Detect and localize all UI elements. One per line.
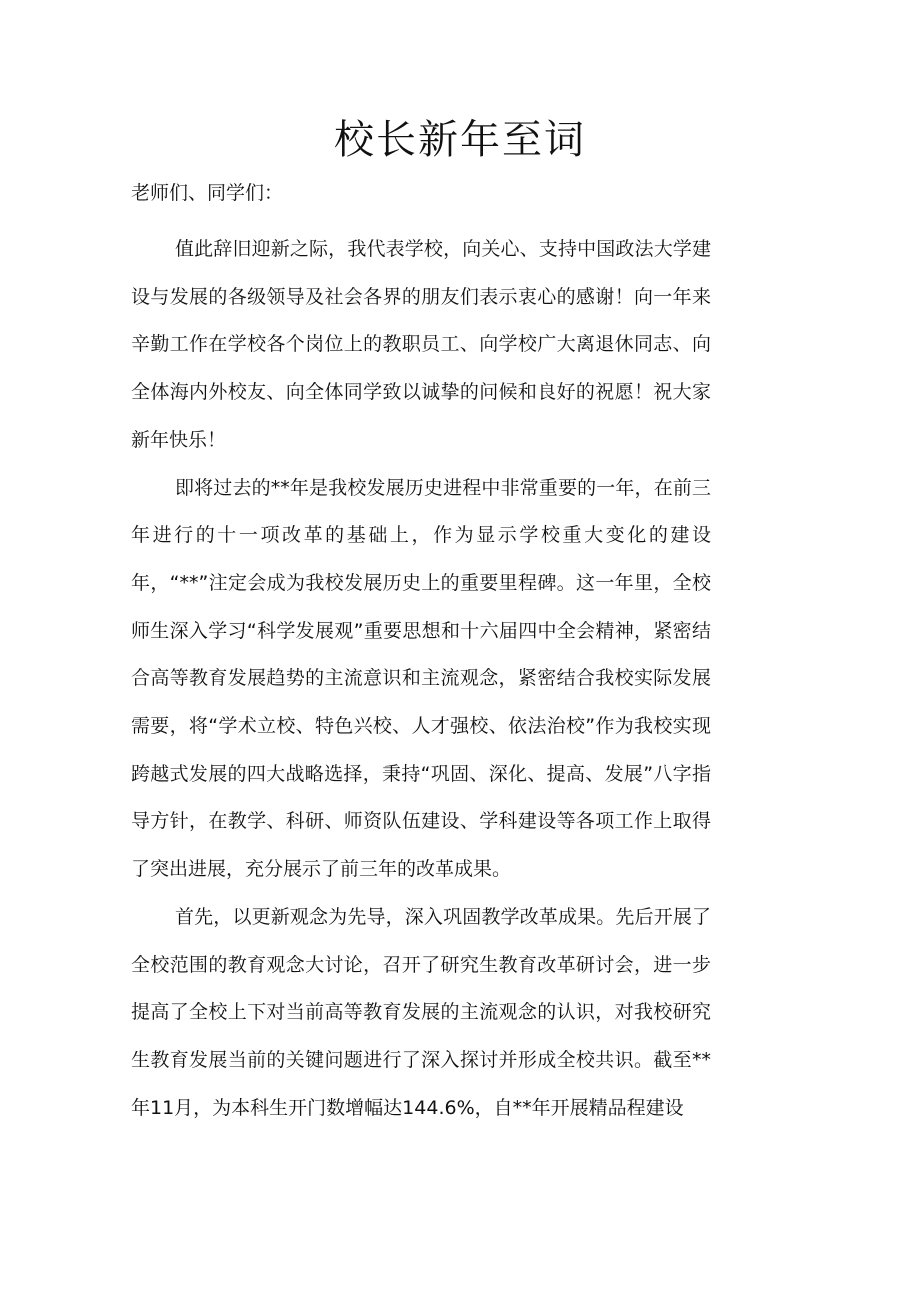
greeting-line: 老师们、同学们： <box>131 182 284 204</box>
paragraph-3: 首先，以更新观念为先导，深入巩固教学改革成果。先后开展了全校范围的教育观念大讨论，召开了研究生教育改革研讨会，进一步提高了全校上下对当前高等教育发展的主流观念的认识，对我校研究生教育发展当前的关键问题进行了深入探讨并形成全校共识。截至**年11月，为本科生开门数增幅达144.6%，自**年开展精品程建设 <box>131 905 711 1119</box>
paragraph-1: 值此辞旧迎新之际，我代表学校，向关心、支持中国政法大学建设与发展的各级领导及社会各界的朋友们表示衷心的感谢！向一年来辛勤工作在学校各个岗位上的教职员工、向学校广大离退休同志、向全体海内外校友、向全体同学致以诚挚的问候和良好的祝愿！祝大家新年快乐！ <box>131 238 711 451</box>
paragraph-2: 即将过去的**年是我校发展历史进程中非常重要的一年，在前三年进行的十一项改革的基础上，作为显示学校重大变化的建设年，“**”注定会成为我校发展历史上的重要里程碑。这一年里，全校师生深入学习“科学发展观”重要思想和十六届四中全会精神，紧密结合高等教育发展趋势的主流意识和主流观念，紧密结合我校实际发展需要，将“学术立校、特色兴校、人才强校、依法治校”作为我校实现跨越式发展的四大战略选择，秉持“巩固、深化、提高、发展”八字指导方针，在教学、科研、师资队伍建设、学科建设等各项工作上取得了突出进展，充分展示了前三年的改革成果。 <box>131 476 711 881</box>
document-title: 校长新年至词 <box>334 117 586 163</box>
document-body <box>131 226 711 1132</box>
